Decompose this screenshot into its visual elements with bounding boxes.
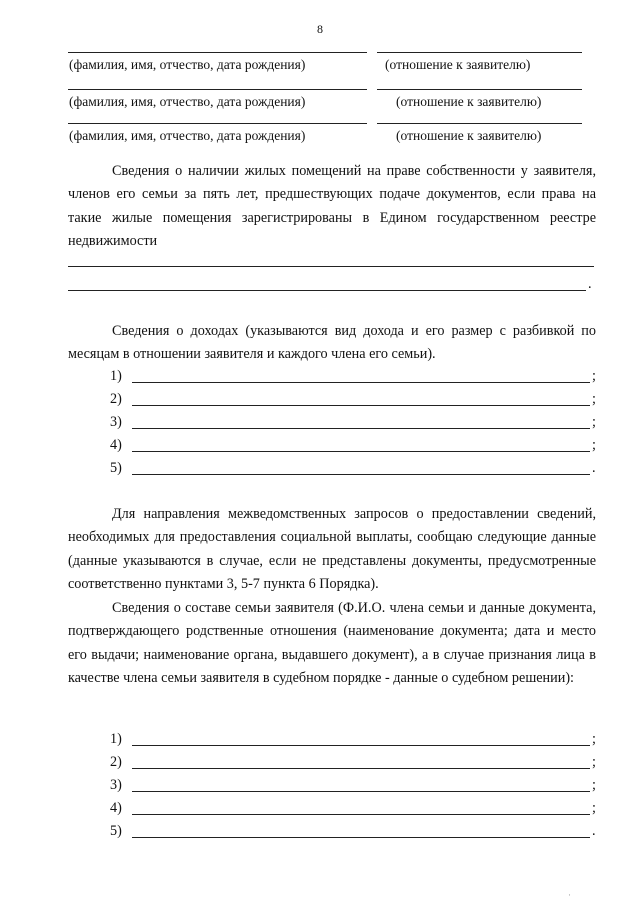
income-paragraph: Сведения о доходах (указываются вид дохода и его размер с разбивкой по месяцам в отношении заявителя и каждого члена его семьи). bbox=[68, 323, 596, 363]
family-item-5-end: . bbox=[592, 823, 596, 839]
property-line-1[interactable] bbox=[68, 266, 594, 267]
income-item-4 bbox=[110, 437, 600, 457]
family-item-1-number: 1) bbox=[110, 731, 122, 747]
family-item-4-line[interactable] bbox=[132, 814, 590, 815]
family-item-4 bbox=[110, 800, 600, 820]
property-end: . bbox=[588, 276, 592, 292]
property-paragraph: Сведения о наличии жилых помещений на праве собственности у заявителя, членов его семьи за пять лет, предшествующих подаче документов, если права на такие жилые помещения зарегистрированы в Едином государственном реестре недвижимости bbox=[68, 163, 596, 249]
income-item-3-number: 3) bbox=[110, 414, 122, 430]
family-item-5 bbox=[110, 823, 600, 843]
relative-2-relation-caption: (отношение к заявителю) bbox=[396, 94, 542, 109]
family-item-1 bbox=[110, 731, 600, 751]
relative-2-name-caption: (фамилия, имя, отчество, дата рождения) bbox=[69, 94, 306, 109]
relative-3-name-caption: (фамилия, имя, отчество, дата рождения) bbox=[69, 128, 306, 143]
family-item-4-end: ; bbox=[592, 800, 596, 816]
income-item-4-end: ; bbox=[592, 437, 596, 453]
income-item-5-number: 5) bbox=[110, 460, 122, 476]
scan-mark: · bbox=[568, 890, 571, 900]
relative-3-relation-caption: (отношение к заявителю) bbox=[396, 128, 542, 143]
income-item-3-end: ; bbox=[592, 414, 596, 430]
family-item-5-number: 5) bbox=[110, 823, 122, 839]
family-item-2-number: 2) bbox=[110, 754, 122, 770]
page-number: 8 bbox=[317, 22, 323, 36]
income-item-1-number: 1) bbox=[110, 368, 122, 384]
family-item-3 bbox=[110, 777, 600, 797]
family-item-3-end: ; bbox=[592, 777, 596, 793]
family-item-1-line[interactable] bbox=[132, 745, 590, 746]
relative-1-relation-caption: (отношение к заявителю) bbox=[385, 57, 531, 72]
income-item-5-line[interactable] bbox=[132, 474, 590, 475]
income-item-2-end: ; bbox=[592, 391, 596, 407]
income-item-2-number: 2) bbox=[110, 391, 122, 407]
family-item-4-number: 4) bbox=[110, 800, 122, 816]
requests-paragraph: Для направления межведомственных запросов о предоставлении сведений, необходимых для предоставления социальной выплаты, сообщаю следующие данные (данные указываются в случае, если не представлены документы, предусмотренные соответственно пунктами 3, 5-7 пункта 6 Порядка). bbox=[68, 506, 596, 592]
family-item-5-line[interactable] bbox=[132, 837, 590, 838]
relative-1-name-line[interactable] bbox=[68, 52, 367, 53]
income-item-2 bbox=[110, 391, 600, 411]
relative-2-name-line[interactable] bbox=[68, 89, 367, 90]
relative-1-relation-line[interactable] bbox=[377, 52, 582, 53]
income-item-2-line[interactable] bbox=[132, 405, 590, 406]
income-item-4-number: 4) bbox=[110, 437, 122, 453]
property-line-2[interactable] bbox=[68, 290, 586, 291]
income-item-4-line[interactable] bbox=[132, 451, 590, 452]
relative-3-relation-line[interactable] bbox=[377, 123, 582, 124]
relative-1-name-caption: (фамилия, имя, отчество, дата рождения) bbox=[69, 57, 306, 72]
family-item-2-end: ; bbox=[592, 754, 596, 770]
income-item-5-end: . bbox=[592, 460, 596, 476]
income-item-3-line[interactable] bbox=[132, 428, 590, 429]
income-item-1-line[interactable] bbox=[132, 382, 590, 383]
family-item-2 bbox=[110, 754, 600, 774]
family-paragraph: Сведения о составе семьи заявителя (Ф.И.О. члена семьи и данные документа, подтверждающего родственные отношения (наименование документа; дата и место его выдачи; наименование органа, выдавшего документ), а в случае признания лица в качестве члена семьи заявителя в судебном порядке - данные о судебном решении): bbox=[68, 600, 596, 686]
family-item-1-end: ; bbox=[592, 731, 596, 747]
family-item-3-line[interactable] bbox=[132, 791, 590, 792]
income-item-1 bbox=[110, 368, 600, 388]
family-item-3-number: 3) bbox=[110, 777, 122, 793]
relative-3-name-line[interactable] bbox=[68, 123, 367, 124]
family-item-2-line[interactable] bbox=[132, 768, 590, 769]
income-item-5 bbox=[110, 460, 600, 480]
relative-2-relation-line[interactable] bbox=[377, 89, 582, 90]
income-item-1-end: ; bbox=[592, 368, 596, 384]
income-item-3 bbox=[110, 414, 600, 434]
